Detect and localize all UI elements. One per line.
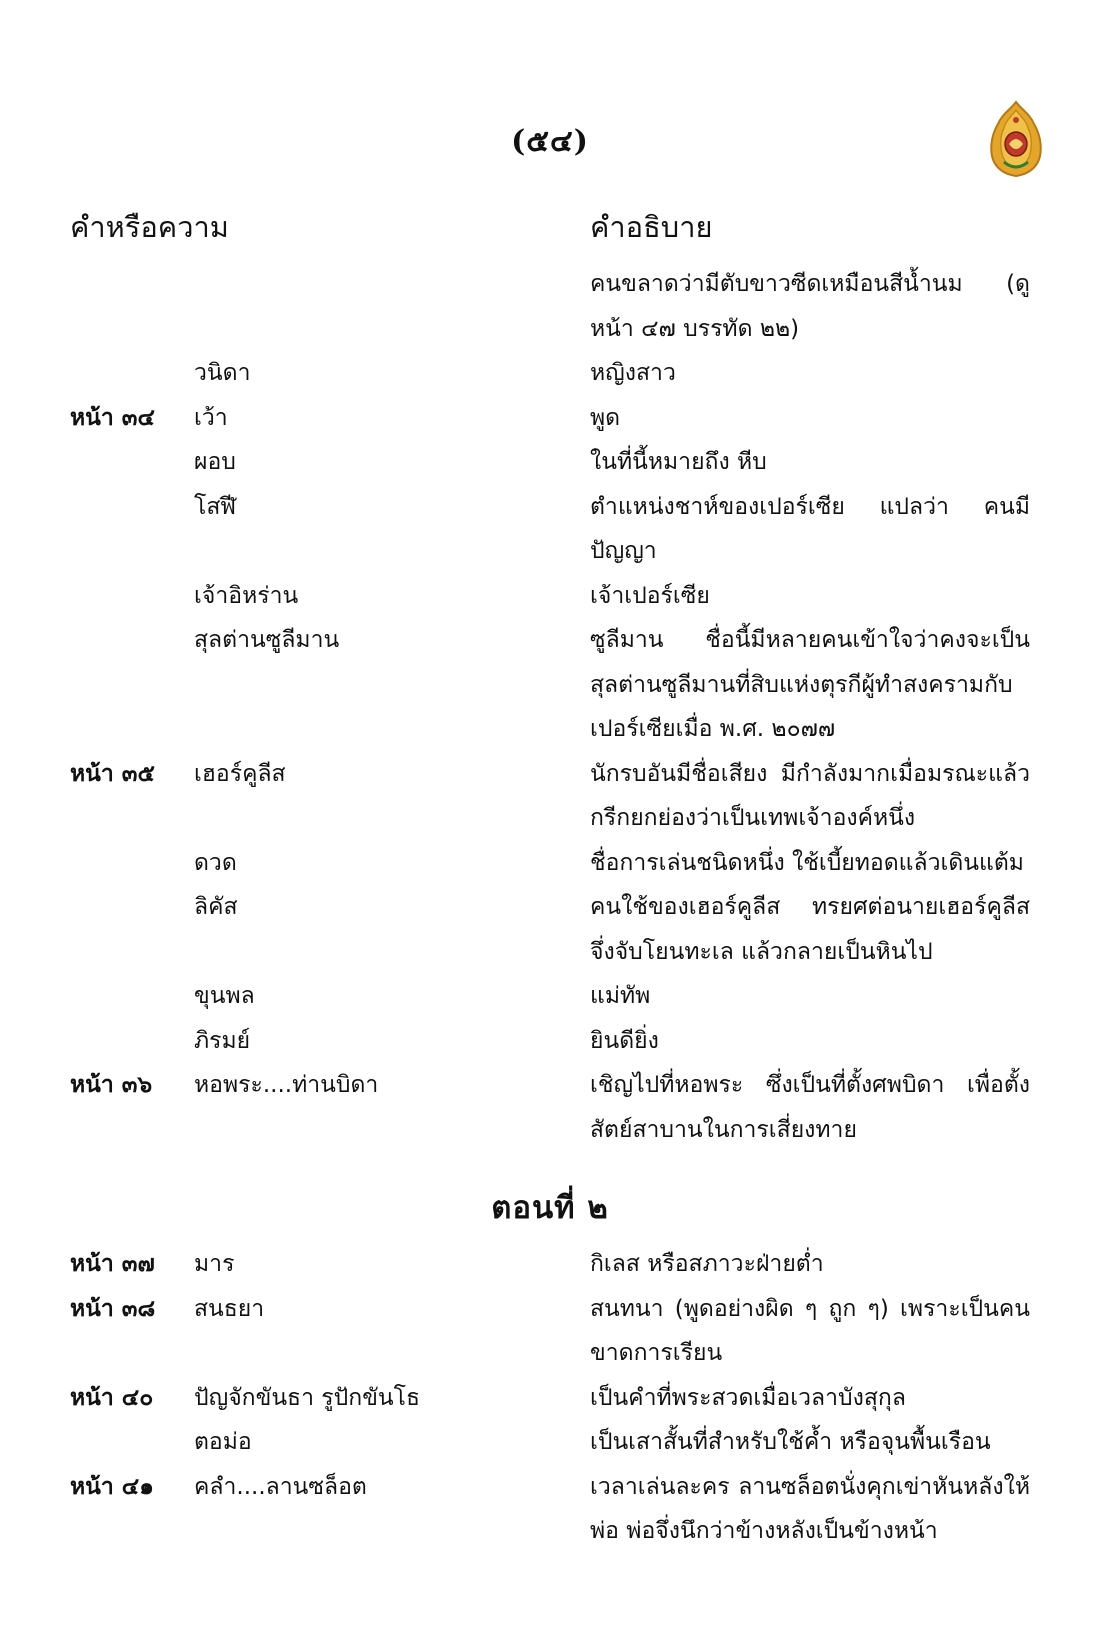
glossary-section-1	[0, 262, 1100, 1152]
glossary-row	[0, 1063, 1100, 1152]
glossary-row	[0, 262, 1100, 351]
glossary-term: เจ้าอิหร่าน	[194, 582, 299, 609]
glossary-definition: เจ้าเปอร์เซีย	[590, 582, 710, 609]
glossary-row	[0, 1420, 1100, 1465]
glossary-row	[0, 885, 1100, 974]
glossary-definition: คนขลาดว่ามีตับขาวซีดเหมือนสีน้ำนม (ดู หน้า ๔๗ บรรทัด ๒๒)	[590, 271, 1030, 342]
glossary-definition: คนใช้ของเฮอร์คูลีส ทรยศต่อนายเฮอร์คูลีสจึ่งจับโยนทะเล แล้วกลายเป็นหินไป	[590, 894, 1030, 965]
page-reference: หน้า ๔๐	[70, 1384, 154, 1411]
glossary-term: ลิคัส	[194, 894, 238, 920]
glossary-term: หอพระ....ท่านบิดา	[194, 1072, 379, 1098]
glossary-row	[0, 1287, 1100, 1376]
glossary-row	[0, 618, 1100, 752]
glossary-term: เว้า	[194, 404, 228, 431]
glossary-row	[0, 485, 1100, 574]
glossary-term: ตอม่อ	[194, 1429, 252, 1455]
glossary-row	[0, 752, 1100, 841]
glossary-row	[0, 440, 1100, 485]
page-reference: หน้า ๔๑	[70, 1473, 154, 1500]
glossary-term: ภิรมย์	[194, 1027, 251, 1054]
glossary-definition: แม่ทัพ	[590, 983, 651, 1009]
glossary-definition: เชิญไปที่หอพระ ซึ่งเป็นที่ตั้งศพบิดา เพื่อตั้งสัตย์สาบานในการเสี่ยงทาย	[590, 1072, 1030, 1143]
glossary-definition: นักรบอันมีชื่อเสียง มีกำลังมากเมื่อมรณะแล้ว กรีกยกย่องว่าเป็นเทพเจ้าองค์หนึ่ง	[590, 760, 1030, 831]
glossary-definition: กิเลส หรือสภาวะฝ่ายต่ำ	[590, 1251, 824, 1277]
glossary-term: สุลต่านซูลีมาน	[194, 627, 340, 653]
definition-column-header: คำอธิบาย	[590, 210, 713, 244]
glossary-row	[0, 974, 1100, 1019]
glossary-term: สนธยา	[194, 1295, 265, 1322]
glossary-definition: หญิงสาว	[590, 360, 676, 386]
page-reference: หน้า ๓๕	[70, 760, 155, 787]
glossary-row	[0, 351, 1100, 396]
glossary-term: เฮอร์คูลีส	[194, 760, 286, 787]
glossary-definition: เป็นเสาสั้นที่สำหรับใช้ค้ำ หรือจุนพื้นเรือน	[590, 1429, 991, 1455]
page-reference: หน้า ๓๔	[70, 404, 155, 431]
glossary-definition: พูด	[590, 404, 621, 431]
section-title: ตอนที่ ๒	[491, 1190, 609, 1226]
glossary-row	[0, 1242, 1100, 1287]
glossary-definition: สนทนา (พูดอย่างผิด ๆ ถูก ๆ) เพราะเป็นคนขาดการเรียน	[590, 1295, 1030, 1366]
glossary-term: โสฬี	[194, 493, 237, 520]
glossary-definition: ตำแหน่งชาห์ของเปอร์เซีย แปลว่า คนมีปัญญา	[590, 493, 1030, 564]
glossary-term: คลำ....ลานซล็อต	[194, 1473, 367, 1500]
glossary-term: ขุนพล	[194, 983, 255, 1009]
glossary-row	[0, 841, 1100, 886]
glossary-row	[0, 574, 1100, 619]
page-reference: หน้า ๓๖	[70, 1072, 153, 1098]
glossary-term: มาร	[194, 1251, 235, 1277]
glossary-section-2	[0, 1242, 1100, 1554]
page-reference: หน้า ๓๘	[70, 1295, 156, 1322]
glossary-definition: ชื่อการเล่นชนิดหนึ่ง ใช้เบี้ยทอดแล้วเดินแต้ม	[590, 849, 1024, 876]
page-reference: หน้า ๓๗	[70, 1251, 155, 1277]
term-column-header: คำหรือความ	[70, 210, 229, 244]
page-number: (๕๔)	[511, 124, 589, 159]
glossary-definition: ยินดียิ่ง	[590, 1027, 659, 1054]
glossary-definition: ซูลีมาน ชื่อนี้มีหลายคนเข้าใจว่าคงจะเป็นสุลต่านซูลีมานที่สิบแห่งตุรกีผู้ทำสงครามกับเปอร์เซียเมื่อ พ.ศ. ๒๐๗๗	[590, 627, 1030, 742]
glossary-term: ผอบ	[194, 449, 236, 475]
glossary-definition: เป็นคำที่พระสวดเมื่อเวลาบังสุกุล	[590, 1384, 906, 1411]
glossary-term: ปัญจักขันธา รูปักขันโธ	[194, 1384, 421, 1411]
glossary-definition: เวลาเล่นละคร ลานซล็อตนั่งคุกเข่าหันหลังให้พ่อ พ่อจึ่งนึกว่าข้างหลังเป็นข้างหน้า	[590, 1473, 1030, 1544]
glossary-row	[0, 396, 1100, 441]
glossary-row	[0, 1465, 1100, 1554]
thai-education-emblem-icon	[986, 100, 1046, 178]
glossary-term: วนิดา	[194, 360, 251, 386]
glossary-row	[0, 1376, 1100, 1421]
glossary-row	[0, 1019, 1100, 1064]
glossary-term: ดวด	[194, 849, 237, 876]
glossary-definition: ในที่นี้หมายถึง หีบ	[590, 449, 767, 475]
